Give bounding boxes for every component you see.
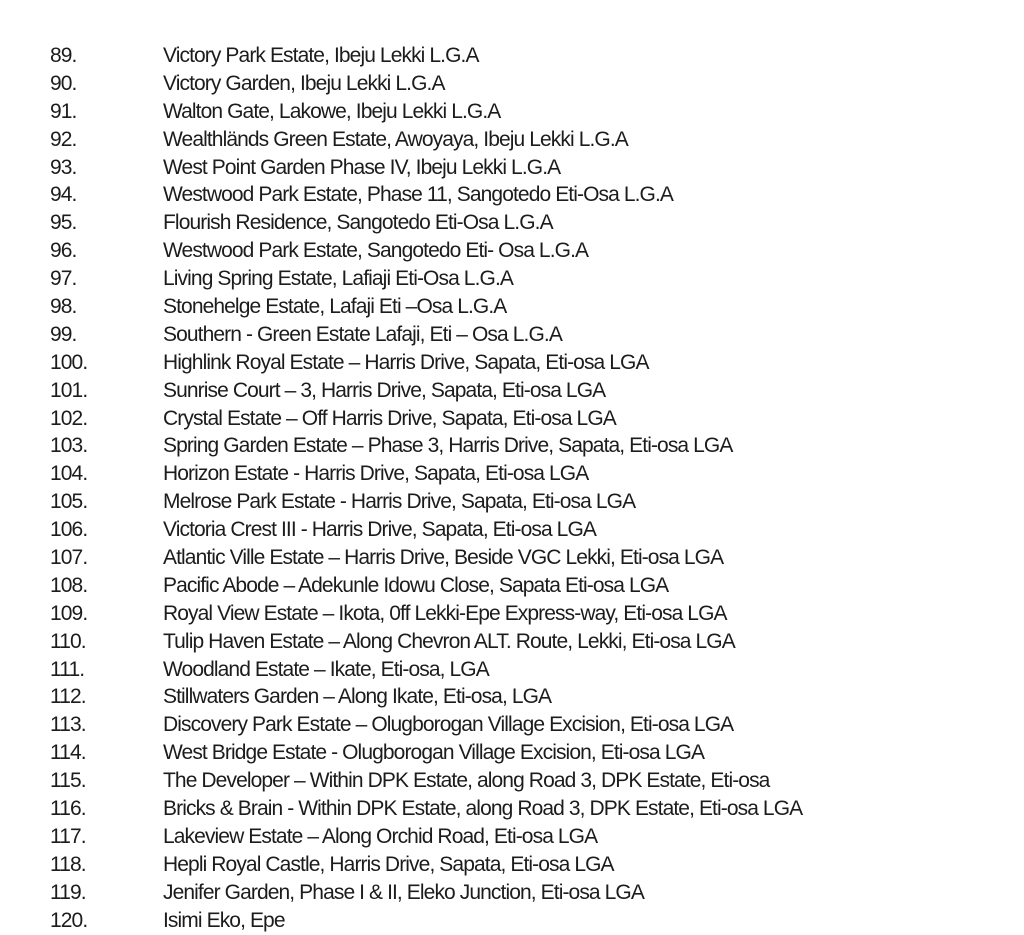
list-item: [0, 126, 1024, 154]
list-item-text: Westwood Park Estate, Sangotedo Eti- Osa L.G.A: [163, 239, 589, 263]
list-item: [0, 293, 1024, 321]
list-item: [0, 488, 1024, 516]
list-item: [0, 544, 1024, 572]
list-item-number: 94.: [50, 183, 77, 207]
list-item: [0, 432, 1024, 460]
list-item-text: Living Spring Estate, Lafiaji Eti-Osa L.G.A: [163, 267, 513, 291]
list-item-text: Flourish Residence, Sangotedo Eti-Osa L.G.A: [163, 211, 553, 235]
list-item-number: 96.: [50, 239, 77, 263]
list-item-text: Highlink Royal Estate – Harris Drive, Sapata, Eti-osa LGA: [163, 350, 649, 374]
list-item-number: 100.: [50, 350, 88, 374]
list-item-text: Wealthländs Green Estate, Awoyaya, Ibeju Lekki L.G.A: [163, 127, 628, 151]
list-item-number: 97.: [50, 267, 77, 291]
list-item-text: Woodland Estate – Ikate, Eti-osa, LGA: [163, 657, 489, 681]
list-item-number: 91.: [50, 99, 77, 123]
list-item-number: 119.: [50, 880, 86, 904]
list-item-text: Jenifer Garden, Phase I & II, Eleko Junction, Eti-osa LGA: [163, 880, 644, 904]
list-item-number: 89.: [50, 44, 77, 67]
list-item-number: 103.: [50, 434, 88, 458]
list-item-number: 102.: [50, 406, 88, 430]
list-item-text: Southern - Green Estate Lafaji, Eti – Osa L.G.A: [163, 322, 562, 346]
list-item-text: Hepli Royal Castle, Harris Drive, Sapata, Eti-osa LGA: [163, 852, 614, 876]
list-item: [0, 349, 1024, 377]
list-item-number: 118.: [50, 852, 86, 876]
list-item-text: West Bridge Estate - Olugborogan Village Excision, Eti-osa LGA: [163, 741, 705, 765]
list-item: [0, 70, 1024, 98]
list-item: [0, 739, 1024, 767]
list-item-text: Tulip Haven Estate – Along Chevron ALT. Route, Lekki, Eti-osa LGA: [163, 629, 735, 653]
list-item-text: Walton Gate, Lakowe, Ibeju Lekki L.G.A: [163, 99, 501, 123]
list-item-number: 90.: [50, 71, 77, 95]
list-item: [0, 154, 1024, 182]
list-item-number: 106.: [50, 518, 88, 542]
list-item-text: Bricks & Brain - Within DPK Estate, along Road 3, DPK Estate, Eti-osa LGA: [163, 797, 803, 821]
list-item: [0, 405, 1024, 433]
list-item: [0, 823, 1024, 851]
list-item-number: 109.: [50, 601, 88, 625]
list-item-number: 116.: [50, 797, 86, 821]
list-item-number: 111.: [50, 657, 85, 681]
list-item: [0, 683, 1024, 711]
list-item: [0, 879, 1024, 907]
list-item-text: Royal View Estate – Ikota, 0ff Lekki-Epe Express-way, Eti-osa LGA: [163, 601, 727, 625]
list-item-text: West Point Garden Phase IV, Ibeju Lekki L.G.A: [163, 155, 561, 179]
list-item: [0, 656, 1024, 684]
list-item: [0, 181, 1024, 209]
list-item: [0, 711, 1024, 739]
list-item-text: Victory Park Estate, Ibeju Lekki L.G.A: [163, 44, 479, 67]
estate-list: [0, 42, 1024, 935]
list-item-number: 92.: [50, 127, 77, 151]
list-item-text: Spring Garden Estate – Phase 3, Harris Drive, Sapata, Eti-osa LGA: [163, 434, 733, 458]
list-item-number: 115.: [50, 769, 86, 793]
list-item-text: Isimi Eko, Epe: [163, 908, 285, 932]
list-item-number: 108.: [50, 573, 88, 597]
list-item: [0, 516, 1024, 544]
list-item-number: 104.: [50, 462, 88, 486]
list-item-text: Stillwaters Garden – Along Ikate, Eti-osa, LGA: [163, 685, 552, 709]
list-item: [0, 795, 1024, 823]
list-item: [0, 851, 1024, 879]
list-item: [0, 628, 1024, 656]
list-item-text: Victoria Crest III - Harris Drive, Sapata, Eti-osa LGA: [163, 518, 596, 542]
list-item-number: 117.: [50, 824, 86, 848]
list-item: [0, 907, 1024, 935]
list-item-number: 105.: [50, 490, 88, 514]
list-item-text: Sunrise Court – 3, Harris Drive, Sapata, Eti-osa LGA: [163, 378, 606, 402]
list-item: [0, 265, 1024, 293]
list-item: [0, 767, 1024, 795]
list-item-text: Horizon Estate - Harris Drive, Sapata, Eti-osa LGA: [163, 462, 589, 486]
list-item-text: Discovery Park Estate – Olugborogan Village Excision, Eti-osa LGA: [163, 713, 734, 737]
list-item-text: Victory Garden, Ibeju Lekki L.G.A: [163, 71, 445, 95]
list-item-text: Crystal Estate – Off Harris Drive, Sapata, Eti-osa LGA: [163, 406, 616, 430]
list-item: [0, 321, 1024, 349]
list-item-text: Pacific Abode – Adekunle Idowu Close, Sapata Eti-osa LGA: [163, 573, 669, 597]
list-item-number: 99.: [50, 322, 77, 346]
list-item: [0, 209, 1024, 237]
list-item-text: Stonehelge Estate, Lafaji Eti –Osa L.G.A: [163, 295, 507, 319]
list-item: [0, 98, 1024, 126]
list-item-number: 93.: [50, 155, 77, 179]
list-item-number: 120.: [50, 908, 88, 932]
list-item: [0, 572, 1024, 600]
list-item: [0, 42, 1024, 70]
list-item: [0, 460, 1024, 488]
list-item-number: 112.: [50, 685, 86, 709]
list-item: [0, 377, 1024, 405]
list-item-number: 110.: [50, 629, 86, 653]
list-item-number: 113.: [50, 713, 86, 737]
list-item-text: The Developer – Within DPK Estate, along Road 3, DPK Estate, Eti-osa: [163, 769, 770, 793]
list-item-number: 101.: [50, 378, 88, 402]
list-item-text: Lakeview Estate – Along Orchid Road, Eti-osa LGA: [163, 824, 598, 848]
list-item: [0, 237, 1024, 265]
list-item-text: Melrose Park Estate - Harris Drive, Sapata, Eti-osa LGA: [163, 490, 636, 514]
list-item-text: Atlantic Ville Estate – Harris Drive, Beside VGC Lekki, Eti-osa LGA: [163, 546, 724, 570]
list-item-number: 95.: [50, 211, 77, 235]
list-item: [0, 600, 1024, 628]
list-item-number: 98.: [50, 295, 77, 319]
list-item-text: Westwood Park Estate, Phase 11, Sangotedo Eti-Osa L.G.A: [163, 183, 674, 207]
list-item-number: 107.: [50, 546, 88, 570]
list-item-number: 114.: [50, 741, 86, 765]
